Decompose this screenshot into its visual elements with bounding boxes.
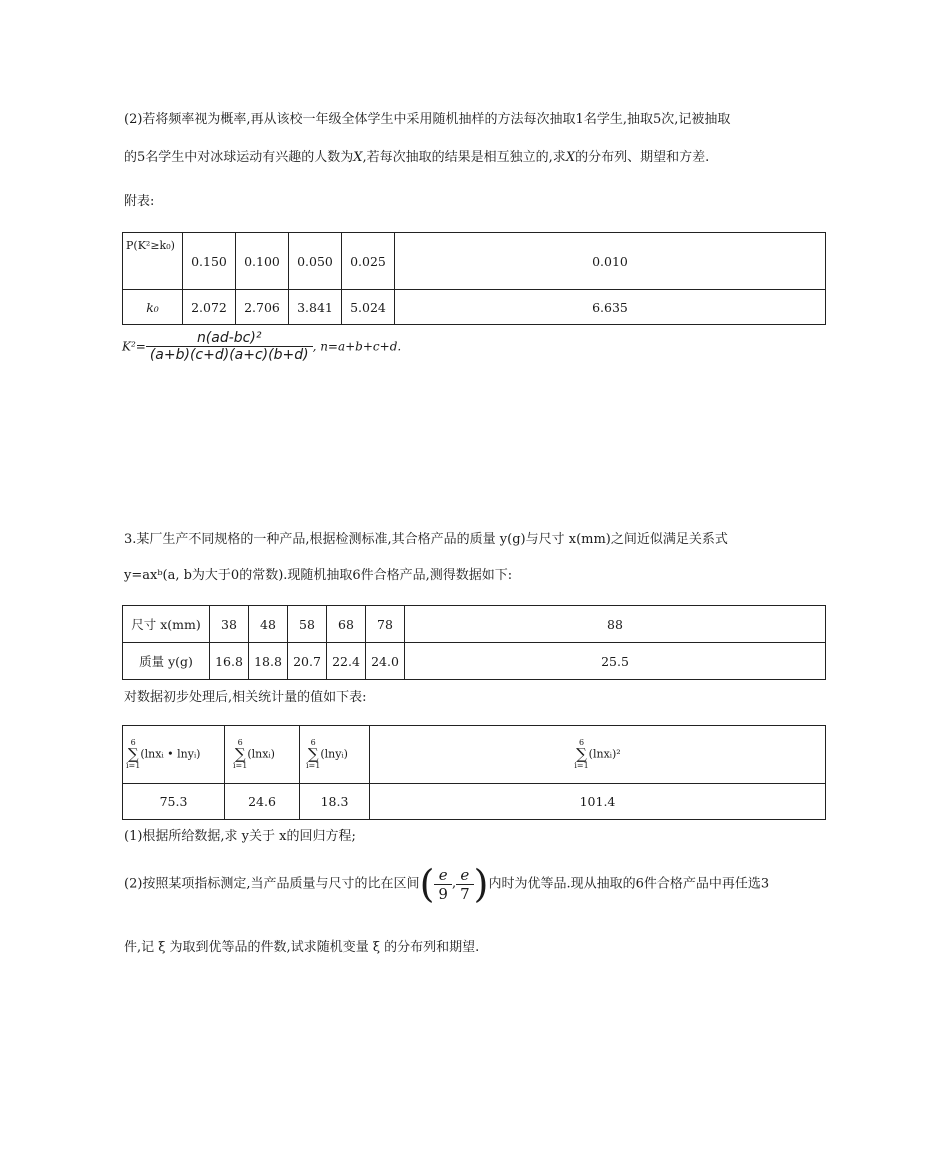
sub-question-2-line-2: 件,记 ξ 为取到优等品的件数,试求随机变量 ξ 的分布列和期望.: [124, 940, 480, 955]
sub2-after: 内时为优等品.现从抽取的6件合格产品中再任选3: [488, 876, 770, 892]
formula-numerator: n(ad-bc)²: [146, 330, 313, 347]
size-mass-table: [122, 605, 826, 680]
sum-upper: 6: [237, 738, 243, 747]
mass-cell: 16.8: [210, 643, 249, 680]
part2-text-2c: 的分布列、期望和方差.: [575, 150, 710, 165]
table-row: [123, 290, 826, 325]
stat-value-cell: 24.6: [225, 784, 300, 820]
size-cell: 68: [327, 606, 366, 643]
sum-symbol: 6 ∑ i=1: [126, 738, 141, 770]
sum-upper: 6: [310, 738, 316, 747]
table-row: [123, 233, 826, 290]
k-value-cell: 6.635: [395, 290, 826, 325]
p-header-cell: P(K²≥k₀): [123, 233, 183, 290]
sub2-before: (2)按照某项指标测定,当产品质量与尺寸的比在区间: [124, 876, 420, 892]
stat-header-text: (lnxᵢ): [247, 747, 275, 761]
formula-lhs: K²=: [122, 339, 146, 354]
stat-value-cell: 18.3: [300, 784, 370, 820]
mass-cell: 25.5: [405, 643, 826, 680]
sum-lower: i=1: [574, 761, 589, 770]
part2-line-2: [124, 146, 709, 165]
sum-lower: i=1: [233, 761, 248, 770]
table-row: [123, 606, 826, 643]
p-value-cell: 0.100: [236, 233, 289, 290]
k-value-cell: 5.024: [342, 290, 395, 325]
stat-value-cell: 75.3: [123, 784, 225, 820]
sum-symbol: 6 ∑ i=1: [233, 738, 248, 770]
table-row: [123, 784, 826, 820]
p-value-cell: 0.025: [342, 233, 395, 290]
statistics-table: [122, 725, 826, 820]
part2-text-2b: ,若每次抽取的结果是相互独立的,求: [362, 150, 566, 165]
fraction-e-7: [456, 866, 474, 903]
variable-x: X: [353, 150, 363, 165]
sum-upper: 6: [578, 738, 585, 747]
k-square-formula: [122, 330, 401, 363]
table-row: [123, 726, 826, 784]
left-paren: (: [419, 862, 435, 906]
stat-header-cell: [300, 726, 370, 784]
frac1-denominator: 9: [438, 884, 448, 903]
stat-header-cell: [123, 726, 225, 784]
size-label-cell: 尺寸 x(mm): [123, 606, 210, 643]
k0-header-cell: k₀: [123, 290, 183, 325]
sum-symbol: 6 ∑ i=1: [306, 738, 321, 770]
k-value-cell: 2.072: [183, 290, 236, 325]
mass-cell: 20.7: [288, 643, 327, 680]
formula-fraction: [146, 330, 313, 363]
q3-line-2: y=axᵇ(a, b为大于0的常数).现随机抽取6件合格产品,测得数据如下:: [124, 568, 513, 583]
part2-label: (2): [124, 112, 143, 127]
right-paren: ): [473, 862, 489, 906]
formula-denominator: (a+b)(c+d)(a+c)(b+d): [149, 347, 309, 363]
appendix-label: 附表:: [124, 194, 155, 209]
p-value-cell: 0.050: [289, 233, 342, 290]
mass-label-cell: 质量 y(g): [123, 643, 210, 680]
frac2-numerator: e: [456, 866, 474, 885]
mass-cell: 22.4: [327, 643, 366, 680]
sum-upper: 6: [130, 738, 136, 747]
part2-text-2a: 的5名学生中对冰球运动有兴趣的人数为: [124, 150, 354, 165]
stat-value-cell: 101.4: [370, 784, 826, 820]
stat-header-text: (lnxᵢ • lnyᵢ): [140, 747, 201, 761]
k-value-cell: 2.706: [236, 290, 289, 325]
size-cell: 48: [249, 606, 288, 643]
stat-header-text: (lnyᵢ): [320, 747, 348, 761]
frac1-numerator: e: [434, 866, 452, 885]
sum-lower: i=1: [126, 761, 141, 770]
stat-header-text: (lnxᵢ)²: [588, 747, 621, 761]
stat-header-cell: [370, 726, 826, 784]
mass-cell: 24.0: [366, 643, 405, 680]
fraction-e-9: [434, 866, 452, 903]
sub-question-2-line-1: [124, 862, 769, 906]
sub-question-1: (1)根据所给数据,求 y关于 x的回归方程;: [124, 829, 356, 844]
comma: ,: [451, 876, 457, 891]
sum-lower: i=1: [306, 761, 321, 770]
q3-line-1: 3.某厂生产不同规格的一种产品,根据检测标准,其合格产品的质量 y(g)与尺寸 x(mm)之间近似满足关系式: [124, 532, 728, 547]
k-square-table: [122, 232, 826, 325]
stat-header-cell: [225, 726, 300, 784]
p-value-cell: 0.150: [183, 233, 236, 290]
size-cell: 78: [366, 606, 405, 643]
formula-tail: , n=a+b+c+d.: [312, 339, 402, 354]
stats-intro: 对数据初步处理后,相关统计量的值如下表:: [124, 690, 367, 705]
part2-line-1: [124, 108, 730, 127]
p-value-cell: 0.010: [395, 233, 826, 290]
size-cell: 88: [405, 606, 826, 643]
size-cell: 58: [288, 606, 327, 643]
size-cell: 38: [210, 606, 249, 643]
sum-symbol: 6 ∑ i=1: [574, 738, 589, 770]
frac2-denominator: 7: [460, 884, 470, 903]
k-value-cell: 3.841: [289, 290, 342, 325]
part2-text-1: 若将频率视为概率,再从该校一年级全体学生中采用随机抽样的方法每次抽取1名学生,抽取5次,记被抽取: [142, 112, 731, 127]
mass-cell: 18.8: [249, 643, 288, 680]
variable-x-2: X: [565, 150, 576, 165]
table-row: [123, 643, 826, 680]
